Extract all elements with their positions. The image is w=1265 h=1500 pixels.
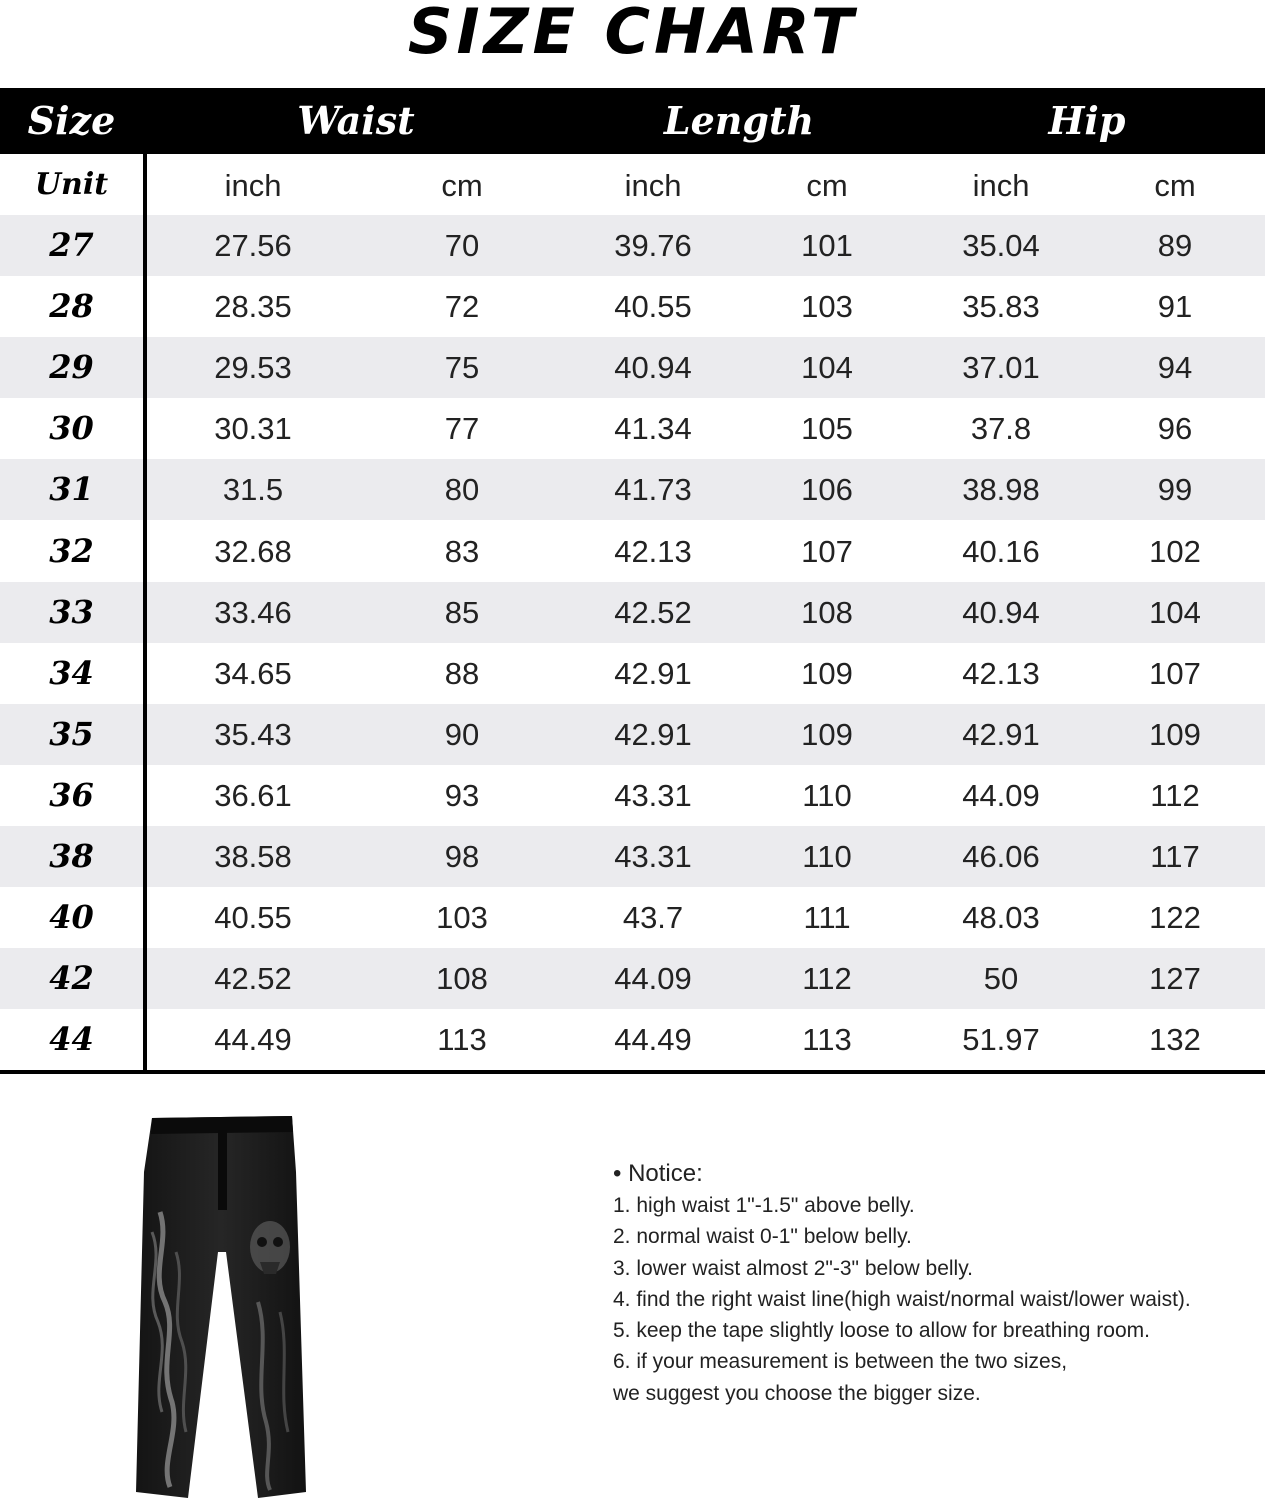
cell-hip-inch: 37.8	[970, 411, 1032, 447]
cell-length-cm: 104	[801, 350, 853, 386]
cell-waist-inch: 35.43	[214, 716, 292, 752]
cell-length-inch: 41.73	[614, 472, 692, 508]
unit-label: Unit	[34, 167, 109, 202]
cell-hip-inch: 35.04	[962, 228, 1040, 263]
cell-waist-cm: 113	[437, 1022, 487, 1058]
unit-length-cm: cm	[806, 168, 848, 203]
header-waist: Waist	[297, 98, 415, 143]
size-cell: 31	[49, 470, 94, 509]
cell-waist-cm: 98	[444, 839, 480, 874]
cell-length-cm: 106	[801, 472, 853, 508]
cell-waist-inch: 28.35	[214, 289, 292, 325]
table-bottom-border	[0, 1070, 1265, 1074]
cell-hip-inch: 42.13	[962, 655, 1040, 691]
cell-hip-cm: 112	[1150, 777, 1200, 813]
table-row	[0, 582, 1265, 643]
size-cell: 33	[49, 592, 94, 631]
notice-line: 2. normal waist 0-1" below belly.	[613, 1225, 912, 1249]
cell-hip-inch: 35.83	[962, 289, 1040, 325]
notice-line: 4. find the right waist line(high waist/normal waist/lower waist).	[613, 1287, 1191, 1311]
cell-length-cm: 107	[801, 533, 853, 569]
cell-waist-cm: 90	[444, 716, 480, 752]
cell-hip-inch: 48.03	[962, 900, 1040, 936]
cell-hip-inch: 40.94	[962, 594, 1040, 630]
cell-waist-inch: 33.46	[214, 594, 292, 630]
cell-hip-cm: 91	[1157, 289, 1193, 325]
cell-length-inch: 43.31	[614, 839, 692, 874]
cell-length-cm: 111	[803, 900, 851, 936]
table-row	[0, 215, 1265, 276]
cell-hip-cm: 107	[1149, 655, 1201, 691]
notice-line: 3. lower waist almost 2"-3" below belly.	[613, 1256, 973, 1280]
cell-hip-cm: 117	[1150, 839, 1200, 874]
cell-waist-cm: 70	[444, 228, 480, 263]
cell-hip-inch: 37.01	[962, 350, 1040, 386]
unit-waist-cm: cm	[441, 168, 483, 203]
cell-waist-cm: 72	[444, 289, 480, 325]
size-cell: 32	[49, 531, 94, 570]
unit-hip-inch: inch	[972, 168, 1030, 203]
cell-length-inch: 42.13	[614, 533, 692, 569]
column-divider	[143, 154, 147, 1071]
notice-line: we suggest you choose the bigger size.	[613, 1381, 981, 1405]
cell-length-inch: 44.09	[614, 961, 692, 997]
cell-waist-inch: 44.49	[214, 1022, 292, 1058]
size-cell: 34	[49, 653, 94, 692]
cell-hip-cm: 94	[1157, 350, 1193, 386]
cell-hip-inch: 50	[983, 961, 1019, 997]
cell-length-cm: 103	[801, 289, 853, 325]
notice-line: 6. if your measurement is between the two sizes,	[613, 1350, 1068, 1374]
cell-length-cm: 101	[801, 228, 853, 263]
table-row	[0, 521, 1265, 582]
cell-length-inch: 43.31	[614, 777, 692, 813]
cell-hip-cm: 99	[1157, 472, 1193, 508]
unit-hip-cm: cm	[1154, 168, 1196, 203]
cell-waist-cm: 80	[444, 472, 480, 508]
cell-hip-inch: 51.97	[962, 1022, 1040, 1058]
cell-waist-inch: 36.61	[214, 777, 292, 813]
cell-waist-cm: 103	[436, 900, 488, 936]
cell-length-cm: 109	[801, 655, 853, 691]
cell-length-cm: 105	[801, 411, 853, 447]
cell-length-inch: 42.91	[614, 716, 692, 752]
cell-waist-cm: 77	[444, 411, 480, 447]
cell-waist-cm: 93	[444, 777, 480, 813]
cell-waist-inch: 30.31	[214, 411, 292, 447]
cell-waist-inch: 31.5	[222, 472, 284, 508]
cell-waist-cm: 85	[444, 594, 480, 630]
notice-line: 5. keep the tape slightly loose to allow for breathing room.	[613, 1319, 1150, 1343]
cell-waist-inch: 42.52	[214, 961, 292, 997]
cell-length-inch: 40.55	[614, 289, 692, 325]
cell-length-cm: 113	[802, 1022, 852, 1058]
cell-length-inch: 42.52	[614, 594, 692, 630]
table-header	[0, 88, 1265, 154]
cell-waist-inch: 38.58	[214, 839, 292, 874]
cell-waist-inch: 27.56	[214, 228, 292, 263]
cell-waist-cm: 88	[444, 655, 480, 691]
table-row	[0, 276, 1265, 337]
cell-waist-inch: 40.55	[214, 900, 292, 936]
cell-length-inch: 40.94	[614, 350, 692, 386]
table-row	[0, 765, 1265, 826]
cell-waist-inch: 34.65	[214, 655, 292, 691]
table-row	[0, 459, 1265, 520]
cell-length-cm: 108	[801, 594, 853, 630]
cell-length-inch: 43.7	[622, 900, 684, 936]
size-cell: 42	[49, 959, 94, 998]
notice-line: 1. high waist 1"-1.5" above belly.	[613, 1194, 915, 1217]
unit-row	[0, 154, 1265, 215]
cell-hip-cm: 109	[1149, 716, 1201, 752]
table-row	[0, 704, 1265, 765]
cell-length-inch: 42.91	[614, 655, 692, 691]
table-row	[0, 337, 1265, 398]
cell-length-inch: 44.49	[614, 1022, 692, 1058]
size-cell: 35	[49, 714, 94, 753]
cell-hip-cm: 122	[1149, 900, 1201, 936]
cell-hip-cm: 132	[1149, 1022, 1201, 1058]
size-cell: 27	[49, 226, 94, 264]
cell-waist-cm: 108	[436, 961, 488, 997]
size-cell: 29	[49, 348, 94, 387]
notice-title: • Notice:	[613, 1160, 703, 1187]
cell-length-cm: 110	[802, 777, 852, 813]
cell-length-cm: 110	[802, 839, 852, 874]
cell-waist-inch: 32.68	[214, 533, 292, 569]
header-length: Length	[663, 98, 815, 143]
cell-hip-inch: 46.06	[962, 839, 1040, 874]
size-cell: 44	[49, 1020, 94, 1059]
cell-hip-cm: 102	[1149, 533, 1201, 569]
size-cell: 28	[49, 287, 94, 326]
notice-box	[613, 1158, 1263, 1409]
table-row	[0, 826, 1265, 887]
cell-hip-inch: 40.16	[962, 533, 1040, 569]
cell-length-cm: 109	[801, 716, 853, 752]
header-size: Size	[27, 98, 116, 143]
cell-hip-cm: 127	[1149, 961, 1201, 997]
page-title: SIZE CHART	[407, 0, 858, 68]
jeans-product-image	[130, 1112, 310, 1500]
size-cell: 40	[49, 898, 94, 937]
cell-waist-inch: 29.53	[214, 350, 292, 386]
table-row	[0, 643, 1265, 704]
cell-hip-inch: 38.98	[962, 472, 1040, 508]
cell-waist-cm: 75	[444, 350, 480, 386]
table-row	[0, 887, 1265, 948]
table-row	[0, 398, 1265, 459]
cell-length-cm: 112	[802, 961, 852, 997]
cell-length-inch: 41.34	[614, 411, 692, 447]
size-cell: 36	[49, 775, 94, 814]
cell-hip-cm: 96	[1157, 411, 1193, 447]
size-cell: 38	[49, 837, 94, 875]
unit-waist-inch: inch	[224, 168, 282, 203]
size-cell: 30	[49, 409, 94, 448]
cell-hip-cm: 104	[1149, 594, 1201, 630]
table-row	[0, 948, 1265, 1009]
header-hip: Hip	[1048, 98, 1126, 143]
cell-length-inch: 39.76	[614, 228, 692, 263]
cell-hip-inch: 42.91	[962, 716, 1040, 752]
unit-length-inch: inch	[624, 168, 682, 203]
cell-hip-cm: 89	[1157, 228, 1193, 263]
table-row	[0, 1009, 1265, 1070]
cell-hip-inch: 44.09	[962, 777, 1040, 813]
cell-waist-cm: 83	[444, 533, 480, 569]
